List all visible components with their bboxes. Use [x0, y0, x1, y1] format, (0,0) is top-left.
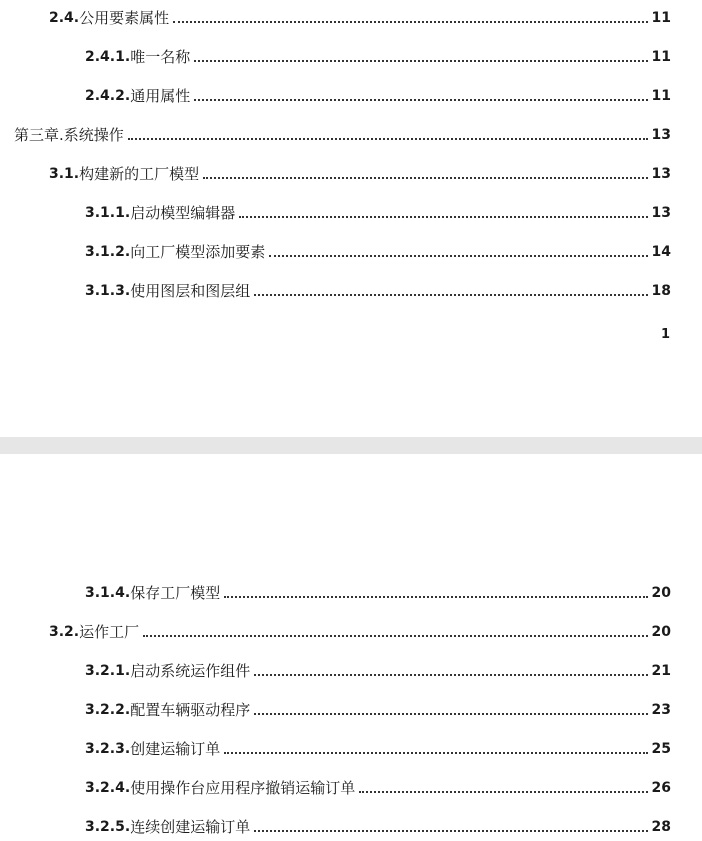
- toc-dot-leader: [254, 674, 647, 676]
- document-page-bottom: [0, 454, 702, 841]
- toc-entry-number: 3.2.4.: [85, 780, 131, 796]
- toc-entry-number: 2.4.2.: [85, 88, 131, 104]
- toc-entry-title: 启动系统运作组件: [130, 662, 251, 680]
- toc-dot-leader: [194, 99, 647, 101]
- toc-entry-page: 25: [651, 741, 671, 757]
- toc-entry-number: 3.2.: [49, 624, 80, 640]
- toc-entry-title: 连续创建运输订单: [130, 818, 251, 836]
- toc-entry-number: 3.1.4.: [85, 585, 131, 601]
- toc-entry[interactable]: [85, 738, 671, 760]
- toc-entry[interactable]: [85, 241, 671, 263]
- toc-entry-title: 保存工厂模型: [130, 584, 221, 602]
- toc-dot-leader: [359, 791, 647, 793]
- toc-entry[interactable]: [85, 46, 671, 68]
- toc-dot-leader: [239, 216, 647, 218]
- toc-entry-number: 3.1.: [49, 166, 80, 182]
- toc-entry-title: 向工厂模型添加要素: [130, 243, 266, 261]
- toc-entry-page: 11: [651, 49, 671, 65]
- toc-entry[interactable]: [85, 816, 671, 838]
- toc-entry-number: 3.1.3.: [85, 283, 131, 299]
- toc-entry-number: 3.2.2.: [85, 702, 131, 718]
- toc-entry[interactable]: [85, 582, 671, 604]
- toc-entry[interactable]: [85, 660, 671, 682]
- toc-dot-leader: [254, 713, 647, 715]
- toc-entry-page: 11: [651, 10, 671, 26]
- toc-dot-leader: [224, 752, 647, 754]
- toc-entry-page: 28: [651, 819, 671, 835]
- toc-dot-leader: [224, 596, 647, 598]
- toc-entry-title: 唯一名称: [130, 48, 191, 66]
- toc-dot-leader: [254, 830, 647, 832]
- toc-entry-title: 构建新的工厂模型: [79, 165, 200, 183]
- toc-entry-title: 运作工厂: [79, 623, 140, 641]
- toc-entry-page: 23: [651, 702, 671, 718]
- toc-dot-leader: [194, 60, 647, 62]
- toc-entry-number: 3.1.2.: [85, 244, 131, 260]
- toc-entry-number: 2.4.1.: [85, 49, 131, 65]
- toc-entry-number: 3.1.1.: [85, 205, 131, 221]
- toc-entry-page: 20: [651, 624, 671, 640]
- toc-dot-leader: [143, 635, 647, 637]
- toc-entry-title: 通用属性: [130, 87, 191, 105]
- toc-entry-title: 配置车辆驱动程序: [130, 701, 251, 719]
- toc-entry-title: 公用要素属性: [79, 9, 170, 27]
- page-number: 1: [660, 327, 670, 342]
- toc-entry-title: 使用图层和图层组: [130, 282, 251, 300]
- toc-entry-page: 26: [651, 780, 671, 796]
- toc-entry-title: 使用操作台应用程序撤销运输订单: [130, 779, 356, 797]
- toc-entry[interactable]: [14, 124, 671, 146]
- toc-entry[interactable]: [85, 85, 671, 107]
- toc-dot-leader: [203, 177, 647, 179]
- toc-entry-number: 3.2.1.: [85, 663, 131, 679]
- toc-entry-page: 13: [651, 205, 671, 221]
- toc-entry[interactable]: [49, 163, 671, 185]
- toc-dot-leader: [128, 138, 648, 140]
- toc-entry-page: 20: [651, 585, 671, 601]
- toc-entry-page: 13: [651, 166, 671, 182]
- toc-dot-leader: [254, 294, 647, 296]
- toc-entry-page: 21: [651, 663, 671, 679]
- toc-entry-title: 创建运输订单: [130, 740, 221, 758]
- toc-entry[interactable]: [49, 621, 671, 643]
- toc-entry-page: 14: [651, 244, 671, 260]
- toc-entry[interactable]: [85, 280, 671, 302]
- toc-entry-number: 3.2.5.: [85, 819, 131, 835]
- toc-entry[interactable]: [85, 699, 671, 721]
- toc-entry-number: 3.2.3.: [85, 741, 131, 757]
- toc-entry-title: 第三章.系统操作: [14, 126, 124, 144]
- toc-entry-page: 11: [651, 88, 671, 104]
- toc-entry[interactable]: [85, 777, 671, 799]
- toc-entry[interactable]: [85, 202, 671, 224]
- page-separator: [0, 437, 702, 454]
- toc-entry-page: 18: [651, 283, 671, 299]
- toc-entry[interactable]: [49, 7, 671, 29]
- toc-dot-leader: [173, 21, 647, 23]
- toc-entry-number: 2.4.: [49, 10, 80, 26]
- toc-dot-leader: [269, 255, 647, 257]
- toc-entry-page: 13: [651, 127, 671, 143]
- toc-entry-title: 启动模型编辑器: [130, 204, 236, 222]
